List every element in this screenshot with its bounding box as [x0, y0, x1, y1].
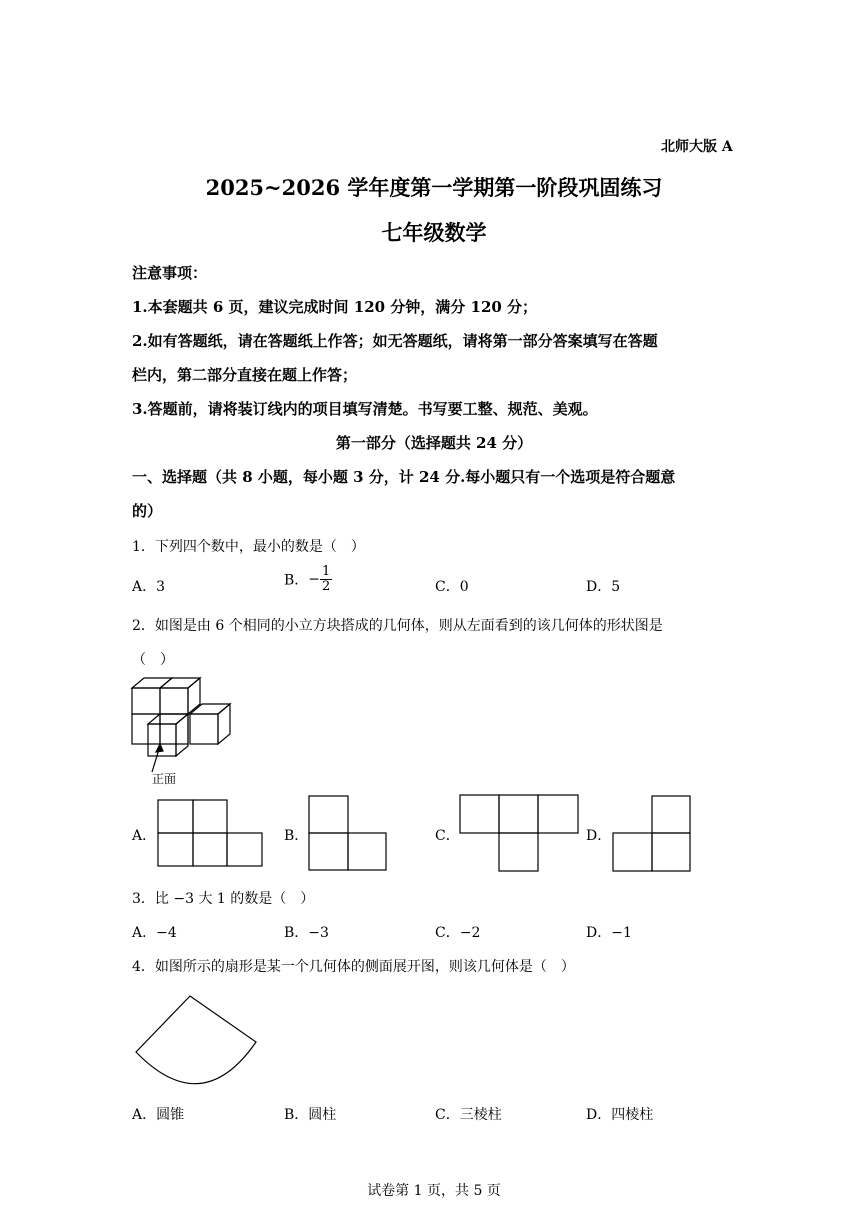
q1-option-b-label: B． — [284, 572, 309, 589]
q2-option-b-figure — [308, 795, 388, 871]
q3-option-a: A．−4 — [132, 925, 177, 941]
q4-option-d: D．四棱柱 — [586, 1107, 654, 1123]
q1-fraction-denominator: 2 — [322, 579, 331, 594]
q2-option-d: D． — [586, 828, 612, 844]
cube-side-face — [218, 704, 230, 744]
q1-option-a: A．3 — [132, 579, 166, 595]
notice-item-1: 1.本套题共 6 页，建议完成时间 120 分钟，满分 120 分； — [132, 298, 538, 316]
q3-option-d: D．−1 — [586, 925, 632, 941]
q2-option-a-figure — [157, 799, 263, 867]
cube-front-face — [160, 688, 188, 714]
q3-stem: 3．比 −3 大 1 的数是（ ） — [132, 891, 315, 907]
q1-fraction-numerator: 1 — [322, 564, 331, 579]
q1-option-c: C．0 — [435, 579, 469, 595]
edition-label: 北师大版 A — [661, 139, 733, 155]
q1-option-b — [284, 565, 332, 594]
q2-option-b: B． — [284, 828, 309, 844]
q4-option-b: B．圆柱 — [284, 1107, 337, 1123]
notice-item-3: 3.答题前，请将装订线内的项目填写清楚。书写要工整、规范、美观。 — [132, 400, 598, 418]
sector-outline — [136, 996, 256, 1084]
cube-front-face — [132, 688, 160, 714]
q4-sector-figure — [134, 990, 274, 1090]
q2-stem-a: 2．如图是由 6 个相同的小立方块搭成的几何体，则从左面看到的该几何体的形状图是 — [132, 618, 663, 634]
q3-option-c: C．−2 — [435, 925, 481, 941]
arrow-head-icon — [156, 744, 163, 752]
notice-item-2b: 栏内，第二部分直接在题上作答； — [132, 366, 358, 384]
cube-side-face — [176, 714, 188, 756]
front-view-label: 正面 — [152, 772, 177, 786]
q2-option-c-figure — [459, 794, 580, 872]
exam-subtitle: 七年级数学 — [381, 220, 487, 245]
q1-stem: 1．下列四个数中，最小的数是（ ） — [132, 539, 365, 555]
cube-front-face — [132, 714, 160, 744]
exam-title: 2025~2026 学年度第一学期第一阶段巩固练习 — [205, 175, 663, 200]
q1-fraction — [320, 565, 332, 594]
q2-option-c: C． — [435, 828, 460, 844]
cube-side-face — [188, 678, 200, 714]
q1-option-b-sign: − — [308, 571, 321, 588]
part1-title: 第一部分（选择题共 24 分） — [335, 434, 533, 452]
q2-stem-b: （ ） — [132, 652, 174, 668]
q2-cube-figure — [130, 676, 240, 756]
q4-option-a: A．圆锥 — [132, 1107, 185, 1123]
section1-heading-b: 的） — [132, 502, 163, 520]
notice-item-2a: 2.如有答题纸，请在答题纸上作答；如无答题纸，请将第一部分答案填写在答题 — [132, 332, 658, 350]
cube-front-face — [160, 714, 188, 744]
q4-stem: 4．如图所示的扇形是某一个几何体的侧面展开图，则该几何体是（ ） — [132, 959, 575, 975]
q1-option-d: D．5 — [586, 579, 621, 595]
q2-option-d-figure — [612, 795, 692, 872]
q2-option-a: A． — [132, 828, 157, 844]
q3-option-b: B．−3 — [284, 925, 329, 941]
section1-heading-a: 一、选择题（共 8 小题，每小题 3 分，计 24 分.每小题只有一个选项是符合题意 — [132, 468, 676, 486]
q4-option-c: C．三棱柱 — [435, 1107, 502, 1123]
notice-heading: 注意事项： — [132, 264, 208, 282]
page-footer: 试卷第 1 页，共 5 页 — [367, 1183, 501, 1199]
cube-front-face — [190, 714, 218, 744]
